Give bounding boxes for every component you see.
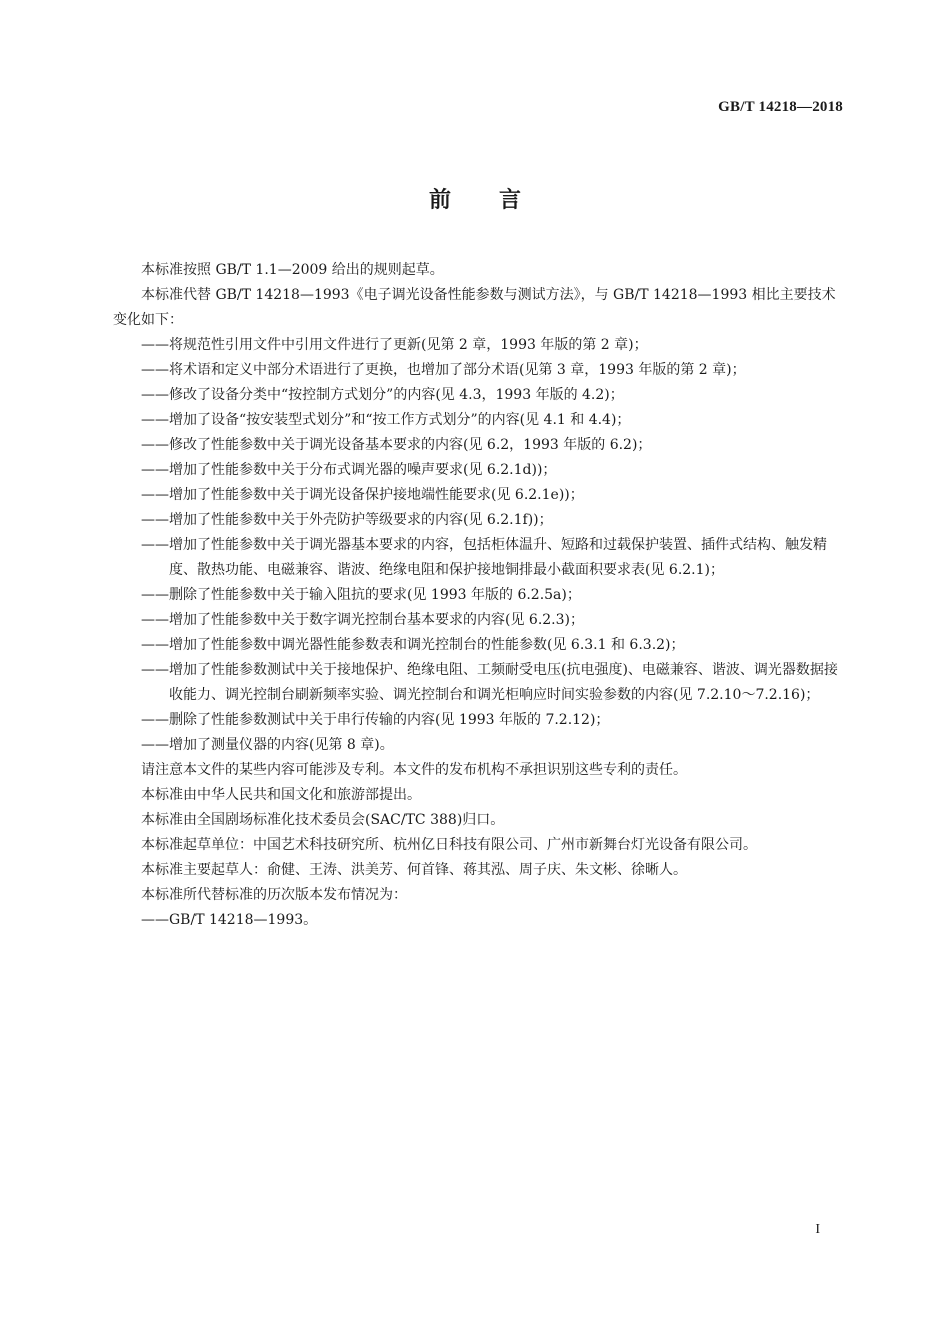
change-item: ——修改了性能参数中关于调光设备基本要求的内容(见 6.2，1993 年版的 6.2)； — [141, 437, 652, 453]
change-item: ——增加了性能参数中关于分布式调光器的噪声要求(见 6.2.1d))； — [141, 462, 557, 478]
change-item: ——增加了性能参数中调光器性能参数表和调光控制台的性能参数(见 6.3.1 和 6.3.2)； — [141, 637, 685, 653]
change-item: ——增加了性能参数中关于调光器基本要求的内容，包括柜体温升、短路和过载保护装置、插件式结构、触发精度、散热功能、电磁兼容、谐波、绝缘电阻和保护接地铜排最小截面积要求表(见 6.2.1)； — [141, 537, 827, 578]
closing-paragraph: 本标准主要起草人：俞健、王涛、洪美芳、何首锋、蒋其泓、周子庆、朱文彬、徐晰人。 — [141, 862, 687, 878]
change-item: ——将规范性引用文件中引用文件进行了更新(见第 2 章，1993 年版的第 2 章)； — [141, 337, 648, 353]
closing-paragraph: 请注意本文件的某些内容可能涉及专利。本文件的发布机构不承担识别这些专利的责任。 — [141, 762, 687, 778]
change-item: ——删除了性能参数中关于输入阻抗的要求(见 1993 年版的 6.2.5a)； — [141, 587, 581, 603]
foreword-content — [113, 258, 845, 933]
intro-paragraph: 本标准按照 GB/T 1.1—2009 给出的规则起草。 — [141, 262, 444, 278]
standard-code: GB/T 14218—2018 — [718, 99, 843, 115]
closing-paragraph: 本标准由中华人民共和国文化和旅游部提出。 — [141, 787, 421, 803]
change-item: ——增加了测量仪器的内容(见第 8 章)。 — [141, 737, 394, 753]
page-number: I — [815, 1222, 820, 1237]
closing-paragraph: 本标准起草单位：中国艺术科技研究所、杭州亿日科技有限公司、广州市新舞台灯光设备有限公司。 — [141, 837, 757, 853]
change-item: ——增加了性能参数中关于数字调光控制台基本要求的内容(见 6.2.3)； — [141, 612, 584, 628]
change-item: ——增加了性能参数中关于外壳防护等级要求的内容(见 6.2.1f))； — [141, 512, 553, 528]
closing-paragraph: 本标准所代替标准的历次版本发布情况为： — [141, 887, 407, 903]
change-item: ——增加了设备“按安装型式划分”和“按工作方式划分”的内容(见 4.1 和 4.4)； — [141, 412, 631, 428]
change-item: ——增加了性能参数测试中关于接地保护、绝缘电阻、工频耐受电压(抗电强度)、电磁兼容、谐波、调光器数据接收能力、调光控制台刷新频率实验、调光控制台和调光柜响应时间实验参数的内容(见 7.2.10～7.2.16)； — [141, 662, 838, 703]
change-item: ——增加了性能参数中关于调光设备保护接地端性能要求(见 6.2.1e))； — [141, 487, 584, 503]
intro-paragraph: 本标准代替 GB/T 14218—1993《电子调光设备性能参数与测试方法》，与 GB/T 14218—1993 相比主要技术变化如下： — [113, 287, 836, 328]
closing-paragraph: 本标准由全国剧场标准化技术委员会(SAC/TC 388)归口。 — [141, 812, 505, 828]
change-item: ——删除了性能参数测试中关于串行传输的内容(见 1993 年版的 7.2.12)； — [141, 712, 610, 728]
change-item: ——将术语和定义中部分术语进行了更换，也增加了部分术语(见第 3 章，1993 年版的第 2 章)； — [141, 362, 746, 378]
history-item: ——GB/T 14218—1993。 — [141, 912, 318, 928]
page-title: 前言 — [428, 188, 569, 213]
change-item: ——修改了设备分类中“按控制方式划分”的内容(见 4.3，1993 年版的 4.2)； — [141, 387, 624, 403]
